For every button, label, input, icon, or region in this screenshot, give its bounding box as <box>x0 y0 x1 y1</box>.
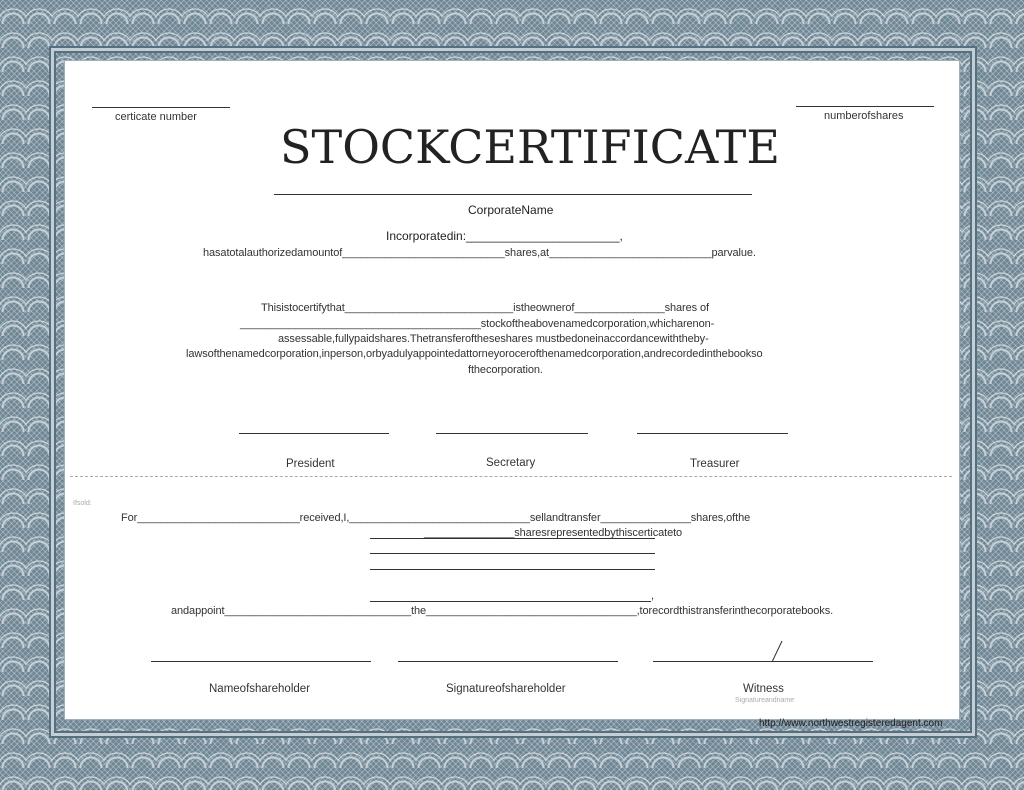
president-label: President <box>286 458 335 470</box>
witness-label: Witness <box>743 683 784 695</box>
certify-line-1[interactable]: Thisistocertifythat____________________________istheownerof_______________shares of <box>261 302 709 314</box>
secretary-label: Secretary <box>486 457 536 469</box>
corporate-name-label: CorporateName <box>468 203 554 217</box>
incorporated-in-field[interactable]: Incorporatedin:_______________________, <box>386 229 623 243</box>
treasurer-label: Treasurer <box>690 458 740 470</box>
witness-signature-line[interactable] <box>653 661 873 662</box>
number-of-shares-label: numberofshares <box>824 110 904 122</box>
certify-line-5: fthecorporation. <box>468 364 543 376</box>
witness-slash-mark <box>770 640 784 664</box>
president-signature-line[interactable] <box>239 433 389 434</box>
certify-line-4: lawsofthenamedcorporation,inperson,orbyadulyappointedattorneyorocerofthenamedcorporation,andrecordedinthebookso <box>186 348 763 360</box>
if-sold-label: Ifsold: <box>73 500 92 507</box>
footer-url-link[interactable]: http://www.northwestregisteredagent.com <box>759 718 943 729</box>
transfer-line-3[interactable]: andappoint_______________________________the___________________________________,torecordthistransferinthecorporatebooks. <box>171 605 834 617</box>
transferee-line-b[interactable] <box>370 553 655 554</box>
treasurer-signature-line[interactable] <box>637 433 788 434</box>
transferee-comma: , <box>651 590 654 602</box>
corporate-name-line[interactable] <box>274 194 752 195</box>
certificate-title: STOCKCERTIFICATE <box>280 120 780 174</box>
cut-line-divider <box>70 476 952 477</box>
transferee-line-c[interactable] <box>370 569 655 570</box>
certify-line-2[interactable]: ________________________________________stockoftheabovenamedcorporation,whicharenon- <box>240 318 715 330</box>
number-of-shares-line[interactable] <box>796 106 934 107</box>
secretary-signature-line[interactable] <box>436 433 588 434</box>
shareholder-name-line[interactable] <box>151 661 371 662</box>
shareholder-signature-line[interactable] <box>398 661 618 662</box>
transfer-line-2[interactable]: _______________sharesrepresentedbythiscerticateto <box>424 527 683 539</box>
certify-line-3: assessable,fullypaidshares.Thetransferoftheseshares mustbedoneinaccordancewiththeby- <box>278 333 709 345</box>
transfer-line-1[interactable]: For___________________________received,I,______________________________sellandtransfer_______________shares,ofthe <box>121 512 751 524</box>
authorized-amount-line[interactable]: hasatotalauthorizedamountof___________________________shares,at___________________________parvalue. <box>203 247 756 259</box>
witness-sublabel: Signatureandname <box>735 697 795 704</box>
shareholder-signature-label: Signatureofshareholder <box>446 683 566 695</box>
transferee-line-d[interactable] <box>370 601 651 602</box>
shareholder-name-label: Nameofshareholder <box>209 683 311 695</box>
certificate-number-line[interactable] <box>92 107 230 108</box>
certificate-number-label: certicate number <box>115 111 197 123</box>
